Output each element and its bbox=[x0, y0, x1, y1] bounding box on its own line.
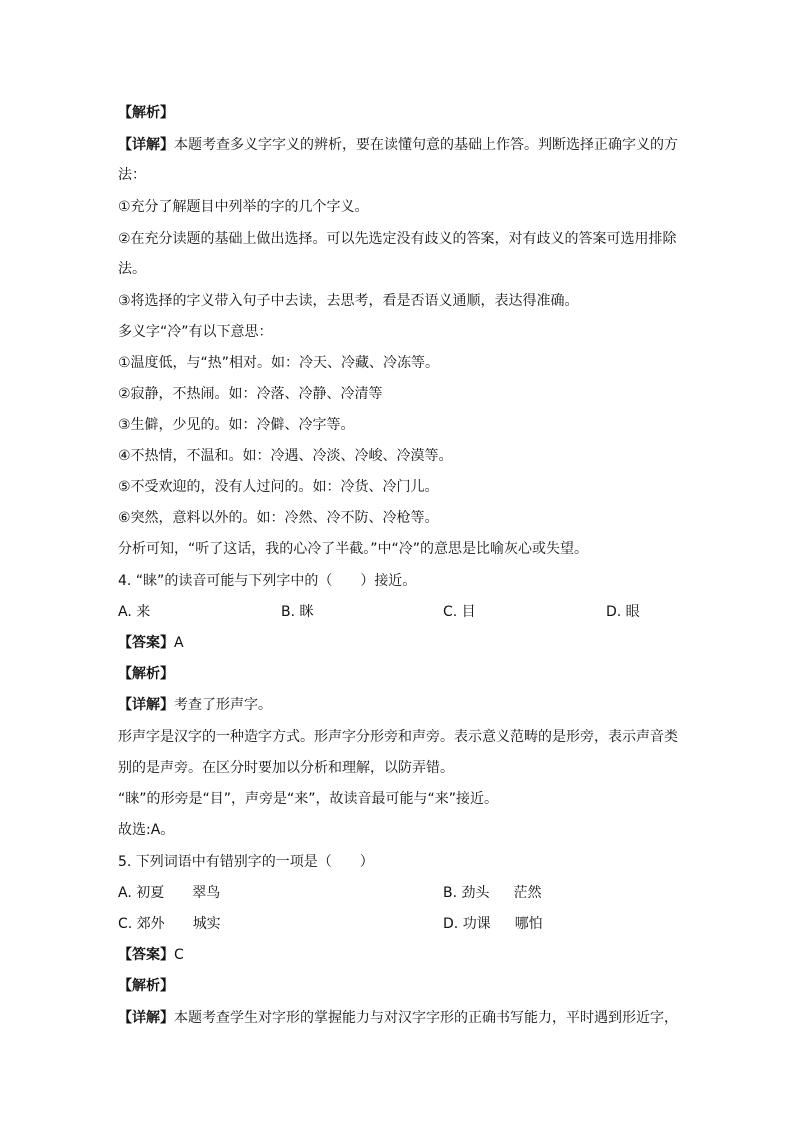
xiangjie-tag: 【详解】 bbox=[118, 1010, 174, 1026]
q4-choice: 故选:A。 bbox=[118, 822, 175, 838]
meaning-1: ①温度低，与“热”相对。如：冷天、冷藏、冷冻等。 bbox=[118, 355, 440, 371]
q5-answer bbox=[118, 946, 184, 964]
option-word-1: 劲头 bbox=[461, 885, 490, 901]
option-letter: B. bbox=[443, 885, 458, 901]
answer-tag: 【答案】 bbox=[118, 947, 174, 963]
meaning-4: ④不热情，不温和。如：冷遇、冷淡、冷峻、冷漠等。 bbox=[118, 448, 453, 464]
method-2a: ②在充分读题的基础上做出选择。可以先选定没有歧义的答案，对有歧义的答案可选用排除 bbox=[118, 231, 677, 247]
q4-stem: 4. “睐”的读音可能与下列字中的（ ）接近。 bbox=[118, 573, 417, 589]
xiangjie-tag: 【详解】 bbox=[118, 137, 174, 153]
option-letter: D. bbox=[443, 916, 459, 932]
q4-option-b: B. 眯 bbox=[281, 604, 314, 620]
answer-value: A bbox=[174, 635, 184, 651]
option-word-2: 茫然 bbox=[513, 885, 542, 901]
option-letter: C. bbox=[118, 916, 133, 932]
option-word-1: 初夏 bbox=[136, 885, 165, 901]
q4-option-a: A. 来 bbox=[118, 604, 151, 620]
meaning-2: ②寂静，不热闹。如：冷落、冷静、冷清等 bbox=[118, 386, 383, 402]
option-word-1: 功课 bbox=[462, 916, 491, 932]
method-1: ①充分了解题目中列举的字的几个字义。 bbox=[118, 199, 369, 215]
detail-text: 本题考查多义字字义的辨析，要在读懂句意的基础上作答。判断选择正确字义的方 bbox=[174, 137, 678, 153]
q5-detail bbox=[118, 1009, 678, 1027]
meanings-intro: 多义字“冷”有以下意思： bbox=[118, 324, 273, 340]
q5-option-c bbox=[118, 915, 221, 933]
q4-jiexi-heading: 【解析】 bbox=[118, 666, 174, 682]
q5-option-a bbox=[118, 884, 220, 902]
q5-option-b bbox=[443, 884, 542, 902]
q4-option-d: D. 眼 bbox=[606, 604, 640, 620]
method-2b: 法。 bbox=[118, 261, 146, 277]
option-letter: A. bbox=[118, 885, 132, 901]
q5-option-d bbox=[443, 915, 543, 933]
option-word-2: 翠鸟 bbox=[192, 885, 221, 901]
q4-answer bbox=[118, 634, 184, 652]
q5-jiexi-heading: 【解析】 bbox=[118, 978, 174, 994]
method-3: ③将选择的字义带入句子中去读，去思考，看是否语义通顺，表达得准确。 bbox=[118, 293, 579, 309]
q4-detail bbox=[118, 696, 272, 714]
q4-para-2: “睐”的形旁是“目”，声旁是“来”，故读音最可能与“来”接近。 bbox=[118, 791, 499, 807]
detail-text: 考查了形声字。 bbox=[174, 697, 272, 713]
xiangjie-tag: 【详解】 bbox=[118, 697, 174, 713]
answer-value: C bbox=[174, 947, 184, 963]
meaning-6: ⑥突然，意料以外的。如：冷然、冷不防、冷枪等。 bbox=[118, 510, 439, 526]
detail-line bbox=[118, 136, 678, 154]
jiexi-heading: 【解析】 bbox=[118, 105, 174, 121]
answer-tag: 【答案】 bbox=[118, 635, 174, 651]
q5-stem: 5. 下列词语中有错别字的一项是（ ） bbox=[118, 854, 374, 870]
option-word-2: 城实 bbox=[192, 916, 221, 932]
conclusion: 分析可知，“听了这话，我的心冷了半截。”中“冷”的意思是比喻灰心或失望。 bbox=[118, 541, 589, 557]
q4-para-1a: 形声字是汉字的一种造字方式。形声字分形旁和声旁。表示意义范畴的是形旁，表示声音类 bbox=[118, 729, 678, 745]
meaning-3: ③生僻，少见的。如：冷僻、冷字等。 bbox=[118, 417, 355, 433]
option-word-2: 哪怕 bbox=[514, 916, 543, 932]
q4-para-1b: 别的是声旁。在区分时要加以分析和理解，以防弄错。 bbox=[118, 760, 454, 776]
detail-text: 本题考查学生对字形的掌握能力与对汉字字形的正确书写能力，平时遇到形近字， bbox=[174, 1010, 678, 1026]
meaning-5: ⑤不受欢迎的，没有人过问的。如：冷货、冷门儿。 bbox=[118, 479, 439, 495]
q4-option-c: C. 目 bbox=[443, 604, 476, 620]
detail-line-2: 法： bbox=[118, 167, 146, 183]
option-word-1: 郊外 bbox=[136, 916, 165, 932]
